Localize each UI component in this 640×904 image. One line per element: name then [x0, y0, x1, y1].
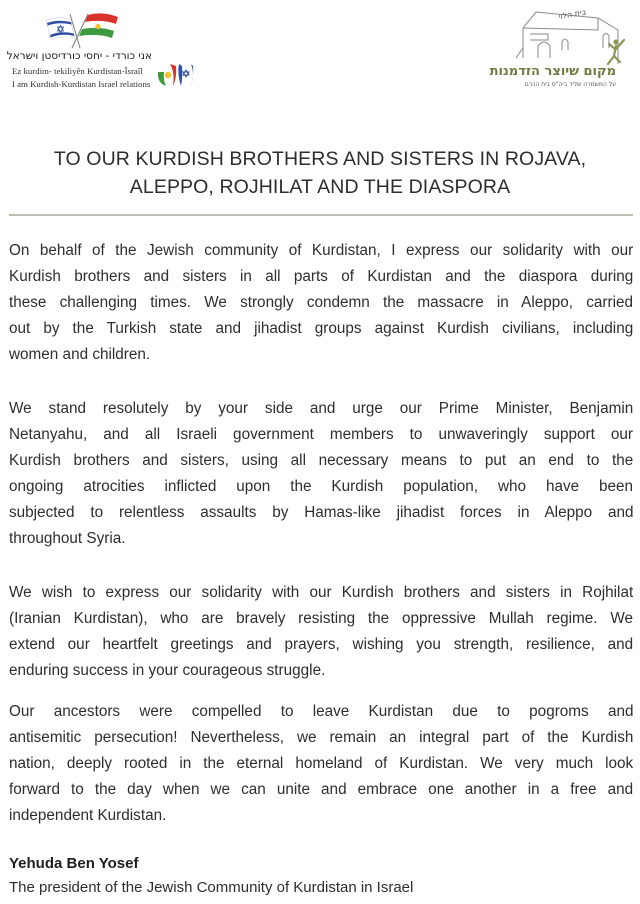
- beit-halevi-logo: [478, 0, 638, 100]
- paragraph-line: Netanyahu, and all Israeli government members to unwaveringly support our: [9, 426, 633, 443]
- paragraph-line: (Iranian Kurdistan), who are bravely resisting the oppressive Mullah regime. We: [9, 610, 633, 627]
- title-line: TO OUR KURDISH BROTHERS AND SISTERS IN ROJAVA,: [53, 148, 587, 170]
- letterhead: [0, 0, 640, 110]
- paragraph-line: We wish to express our solidarity with our Kurdish brothers and sisters in Rojhilat: [9, 584, 633, 601]
- logo-kurdish-text: Ez kurdim- tekiliyên Kurdistan-Îsraîl: [12, 66, 143, 76]
- paragraph-line: antisemitic persecution! Nevertheless, we remain an integral part of the Kurdish: [9, 729, 633, 746]
- crossed-flags-icon: [42, 10, 122, 50]
- paragraph-line: Our ancestors were compelled to leave Kurdistan due to pogroms and: [9, 703, 633, 720]
- kurdish-israel-relations-logo: [0, 0, 200, 100]
- title-line: ALEPPO, ROJHILAT AND THE DIASPORA: [129, 176, 511, 198]
- paragraph-ancestors: [9, 699, 633, 829]
- house-and-figure-icon: [478, 0, 638, 66]
- paragraph-line: Kurdish brothers and sisters in all parts of Kurdistan and the diaspora during: [9, 268, 633, 285]
- paragraph-line: On behalf of the Jewish community of Kurdistan, I express our solidarity with our: [9, 242, 633, 259]
- handwritten-sign-text: בית הלוי: [557, 7, 587, 22]
- paragraph-line: extend our heartfelt greetings and prayers, wishing you strength, resilience, and: [9, 636, 633, 653]
- paragraph-line: ongoing atrocities inflicted upon the Kurdish population, who have been: [9, 478, 633, 495]
- logo-hebrew-name: מקום שיוצר הזדמנות: [489, 64, 616, 79]
- logo-hebrew-subtitle: על המשמרה שליד ביה"ס בית הכרם: [524, 81, 616, 88]
- paragraph-solidarity: [9, 238, 633, 368]
- signatory-name: Yehuda Ben Yosef: [9, 855, 139, 872]
- paragraph-line: independent Kurdistan.: [9, 807, 167, 824]
- signatory-title: The president of the Jewish Community of Kurdistan in Israel: [9, 879, 414, 896]
- paragraph-line: enduring success in your courageous struggle.: [9, 662, 326, 679]
- paragraph-rojhilat: [9, 580, 633, 684]
- paragraph-line: forward to the day when we can unite and embrace one another in a free and: [9, 781, 633, 798]
- document-title: [0, 145, 640, 201]
- kurdish-israeli-emblem-icon: [155, 58, 197, 90]
- paragraph-line: women and children.: [9, 346, 151, 363]
- paragraph-line: nation, deeply rooted in the eternal homeland of Kurdistan. We very much look: [9, 755, 633, 772]
- paragraph-line: out by the Turkish state and jihadist groups against Kurdish civilians, including: [9, 320, 633, 337]
- logo-hebrew-text: אני כורדי - יחסי כורדיסטן וישראל: [6, 50, 152, 62]
- paragraph-line: We stand resolutely by your side and urge our Prime Minister, Benjamin: [9, 400, 633, 417]
- paragraph-line: Kurdish brothers and sisters, using all necessary means to put an end to the: [9, 452, 633, 469]
- logo-english-text: I am Kurdish-Kurdistan Israel relations: [12, 79, 151, 89]
- paragraph-line: throughout Syria.: [9, 530, 126, 547]
- paragraph-line: subjected to relentless assaults by Hamas-like jihadist forces in Aleppo and: [9, 504, 633, 521]
- paragraph-support: [9, 396, 633, 552]
- paragraph-line: these challenging times. We strongly condemn the massacre in Aleppo, carried: [9, 294, 633, 311]
- title-divider: [9, 214, 633, 216]
